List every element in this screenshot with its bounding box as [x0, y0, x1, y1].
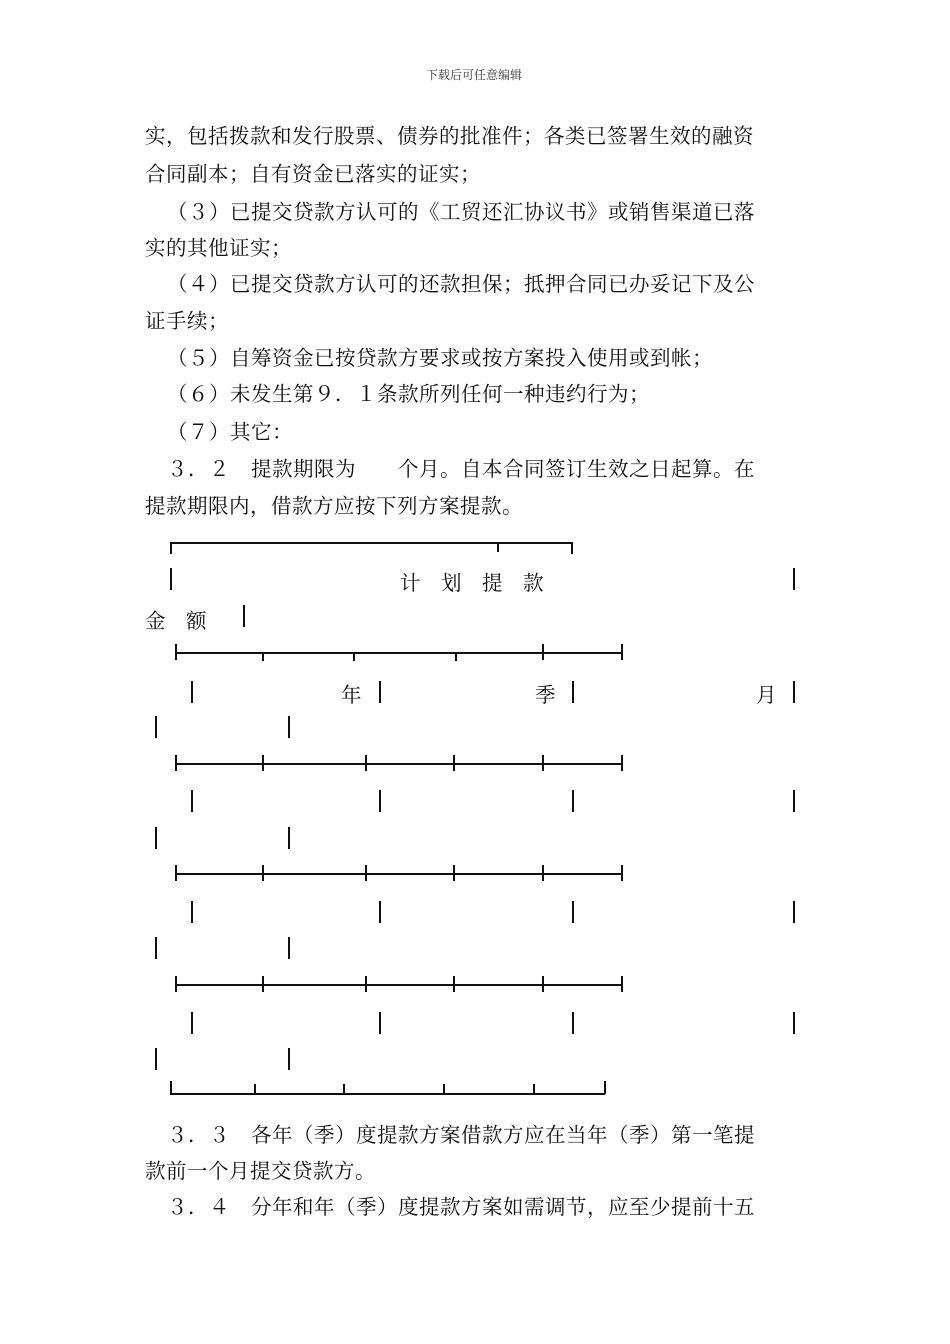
table-border-tick: [542, 644, 544, 660]
table-border-tick: [443, 1084, 445, 1094]
page-header: 下载后可任意编辑: [426, 68, 523, 82]
paragraph-line: （５）自筹资金已按贷款方要求或按方案投入使用或到帐；: [167, 346, 713, 370]
table-border-tick: [365, 865, 367, 881]
table-horizontal-rule: [175, 984, 622, 986]
table-border-tick: [621, 865, 623, 881]
table-horizontal-rule: [175, 763, 622, 765]
table-horizontal-rule: [175, 873, 622, 875]
table-vertical-rule: [155, 827, 157, 849]
paragraph-line: 款前一个月提交贷款方。: [145, 1159, 376, 1183]
paragraph-line: 证手续；: [145, 309, 229, 333]
table-border-tick: [262, 755, 264, 771]
table-vertical-rule: [379, 790, 381, 812]
table-border-tick: [353, 652, 355, 661]
paragraph-line: （４）已提交贷款方认可的还款担保；抵押合同已办妥记下及公: [167, 272, 755, 296]
paragraph-line: 合同副本；自有资金已落实的证实；: [145, 162, 481, 186]
table-vertical-rule: [191, 681, 193, 703]
table-border-tick: [542, 865, 544, 881]
table-vertical-rule: [793, 790, 795, 812]
table-vertical-rule: [191, 901, 193, 923]
table-top-border: [170, 542, 572, 544]
section-heading-line: ３．４ 分年和年（季）度提款方案如需调节，应至少提前十五: [167, 1195, 755, 1219]
table-vertical-rule: [379, 1012, 381, 1034]
table-border-tick: [262, 865, 264, 881]
table-border-tick: [453, 755, 455, 771]
table-border-tick: [170, 542, 172, 554]
table-border-tick: [175, 976, 177, 992]
table-border-tick: [175, 644, 177, 660]
table-border-tick: [497, 542, 499, 552]
table-border-tick: [604, 1081, 606, 1094]
table-vertical-rule: [288, 1048, 290, 1070]
table-border-tick: [170, 1081, 172, 1094]
table-vertical-rule: [379, 901, 381, 923]
table-vertical-rule: [191, 1012, 193, 1034]
table-border-tick: [621, 644, 623, 660]
column-season: 季: [535, 683, 556, 707]
column-month: 月: [756, 683, 777, 707]
table-vertical-rule: [572, 681, 574, 703]
table-vertical-rule: [170, 568, 172, 590]
table-title: 计 划 提 款: [400, 571, 544, 595]
table-border-tick: [453, 976, 455, 992]
table-border-tick: [621, 755, 623, 771]
table-border-tick: [175, 865, 177, 881]
table-border-tick: [262, 976, 264, 992]
table-vertical-rule: [191, 790, 193, 812]
table-border-tick: [542, 755, 544, 771]
table-vertical-rule: [572, 901, 574, 923]
paragraph-line: 实，包括拨款和发行股票、债券的批准件；各类已签署生效的融资: [145, 124, 754, 148]
table-vertical-rule: [793, 1012, 795, 1034]
table-vertical-rule: [793, 681, 795, 703]
table-vertical-rule: [155, 1048, 157, 1070]
table-vertical-rule: [793, 568, 795, 590]
table-horizontal-rule: [175, 652, 622, 654]
amount-label: 金 额: [145, 609, 207, 633]
table-border-tick: [455, 652, 457, 661]
table-vertical-rule: [243, 605, 245, 627]
table-border-tick: [175, 755, 177, 771]
paragraph-line: （３）已提交贷款方认可的《工贸还汇协议书》或销售渠道已落: [167, 200, 755, 224]
table-vertical-rule: [155, 716, 157, 738]
paragraph-line: 提款期限内，借款方应按下列方案提款。: [145, 494, 523, 518]
table-bottom-border: [170, 1093, 605, 1095]
table-border-tick: [343, 1084, 345, 1094]
column-year: 年: [341, 683, 362, 707]
table-vertical-rule: [379, 681, 381, 703]
table-border-tick: [542, 976, 544, 992]
table-border-tick: [571, 542, 573, 554]
paragraph-line: （７）其它：: [167, 420, 293, 444]
table-vertical-rule: [288, 937, 290, 959]
table-vertical-rule: [155, 937, 157, 959]
table-vertical-rule: [572, 790, 574, 812]
table-vertical-rule: [572, 1012, 574, 1034]
table-border-tick: [365, 976, 367, 992]
table-border-tick: [621, 976, 623, 992]
section-heading-line: ３．２ 提款期限为 个月。自本合同签订生效之日起算。在: [167, 457, 755, 481]
table-border-tick: [453, 865, 455, 881]
table-vertical-rule: [793, 901, 795, 923]
table-vertical-rule: [288, 827, 290, 849]
paragraph-line: （６）未发生第９．１条款所列任何一种违约行为；: [167, 382, 650, 406]
table-border-tick: [254, 1084, 256, 1094]
paragraph-line: 实的其他证实；: [145, 236, 292, 260]
table-border-tick: [262, 652, 264, 661]
table-border-tick: [365, 755, 367, 771]
table-border-tick: [533, 1084, 535, 1094]
section-heading-line: ３．３ 各年（季）度提款方案借款方应在当年（季）第一笔提: [167, 1123, 755, 1147]
table-vertical-rule: [288, 716, 290, 738]
